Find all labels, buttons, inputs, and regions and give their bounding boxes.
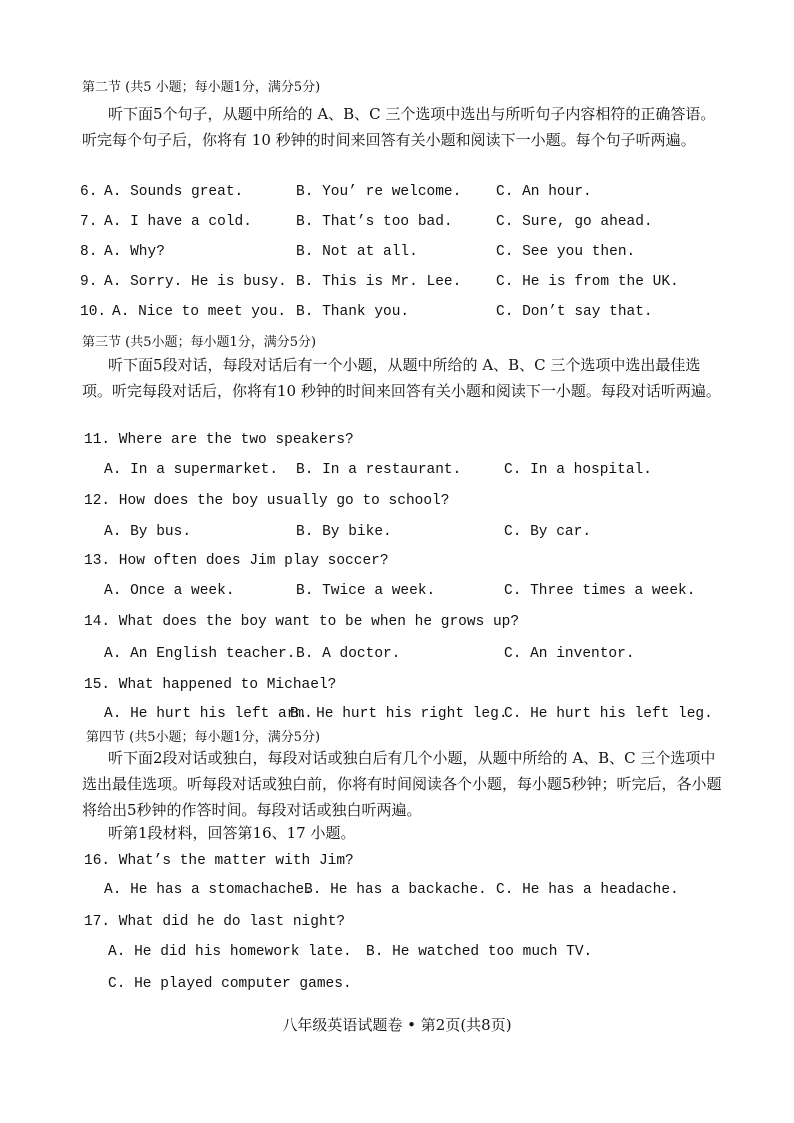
section2-header: 第二节 (共5 小题；每小题1分，满分5分) bbox=[82, 80, 321, 95]
option-b: B. That’s too bad. bbox=[296, 214, 453, 230]
question-number: 9. bbox=[80, 274, 98, 290]
question-stem: 15. What happened to Michael? bbox=[84, 677, 337, 693]
option-c: C. See you then. bbox=[496, 244, 636, 260]
section3-instructions: 听下面5段对话，每段对话后有一个小题，从题中所给的 A、B、C 三个选项中选出最佳选项。听完每段对话后，你将有10 秒钟的时间来回答有关小题和阅读下一小题。每段对话听两遍。 bbox=[82, 356, 721, 400]
option-c: C. He played computer games. bbox=[108, 976, 352, 992]
option-c: C. An inventor. bbox=[504, 646, 635, 662]
question-stem: 16. What’s the matter with Jim? bbox=[84, 853, 354, 869]
option-a: A. He hurt his left arm. bbox=[104, 706, 313, 722]
option-c: C. He is from the UK. bbox=[496, 274, 679, 290]
section2-instructions: 听下面5个句子，从题中所给的 A、B、C 三个选项中选出与所听句子内容相符的正确答语。听完每个句子后，你将有 10 秒钟的时间来回答有关小题和阅读下一小题。每个句子听两遍。 bbox=[82, 105, 716, 149]
option-a: A. Sounds great. bbox=[104, 184, 244, 200]
option-b: B. Thank you. bbox=[296, 304, 410, 320]
option-b: B. Twice a week. bbox=[296, 583, 436, 599]
option-b: B. A doctor. bbox=[296, 646, 401, 662]
option-c: C. Don’t say that. bbox=[496, 304, 653, 320]
option-a: A. Sorry. He is busy. bbox=[104, 274, 287, 290]
material-1-note: 听第1段材料，回答第16、17 小题。 bbox=[108, 824, 356, 842]
option-a: A. He did his homework late. bbox=[108, 944, 352, 960]
option-c: C. He hurt his left leg. bbox=[504, 706, 713, 722]
question-number: 8. bbox=[80, 244, 98, 260]
section3-header: 第三节 (共5小题；每小题1分，满分5分) bbox=[82, 335, 317, 350]
option-b: B. This is Mr. Lee. bbox=[296, 274, 462, 290]
option-b: B. He watched too much TV. bbox=[366, 944, 593, 960]
option-a: A. I have a cold. bbox=[104, 214, 252, 230]
question-number: 10. bbox=[80, 304, 107, 320]
option-a: A. He has a stomachache. bbox=[104, 882, 313, 898]
option-c: C. In a hospital. bbox=[504, 462, 652, 478]
page-footer: 八年级英语试题卷 • 第2页(共8页) bbox=[282, 1016, 512, 1034]
option-b: B. He hurt his right leg. bbox=[290, 706, 508, 722]
option-b: B. He has a backache. bbox=[304, 882, 487, 898]
section4-instructions: 听下面2段对话或独白，每段对话或独白后有几个小题，从题中所给的 A、B、C 三个选项中选出最佳选项。听每段对话或独白前，你将有时间阅读各个小题，每小题5秒钟；听完后，各小题将给出5秒钟的作答时间。每段对话或独白听两遍。 bbox=[82, 749, 722, 819]
option-a: A. An English teacher. bbox=[104, 646, 296, 662]
question-number: 6. bbox=[80, 184, 98, 200]
option-c: C. Three times a week. bbox=[504, 583, 696, 599]
option-b: B. You’ re welcome. bbox=[296, 184, 462, 200]
section4-header: 第四节 (共5小题；每小题1分，满分5分) bbox=[86, 730, 321, 745]
option-a: A. Once a week. bbox=[104, 583, 235, 599]
option-c: C. An hour. bbox=[496, 184, 592, 200]
option-b: B. By bike. bbox=[296, 524, 392, 540]
option-a: A. In a supermarket. bbox=[104, 462, 279, 478]
option-a: A. Nice to meet you. bbox=[112, 304, 287, 320]
option-c: C. He has a headache. bbox=[496, 882, 679, 898]
option-b: B. Not at all. bbox=[296, 244, 418, 260]
option-c: C. Sure, go ahead. bbox=[496, 214, 653, 230]
question-stem: 14. What does the boy want to be when he grows up? bbox=[84, 614, 520, 630]
question-number: 7. bbox=[80, 214, 98, 230]
option-c: C. By car. bbox=[504, 524, 592, 540]
option-a: A. By bus. bbox=[104, 524, 192, 540]
question-stem: 12. How does the boy usually go to school? bbox=[84, 493, 450, 509]
option-a: A. Why? bbox=[104, 244, 165, 260]
question-stem: 11. Where are the two speakers? bbox=[84, 432, 354, 448]
option-b: B. In a restaurant. bbox=[296, 462, 462, 478]
question-stem: 17. What did he do last night? bbox=[84, 914, 346, 930]
question-stem: 13. How often does Jim play soccer? bbox=[84, 553, 389, 569]
